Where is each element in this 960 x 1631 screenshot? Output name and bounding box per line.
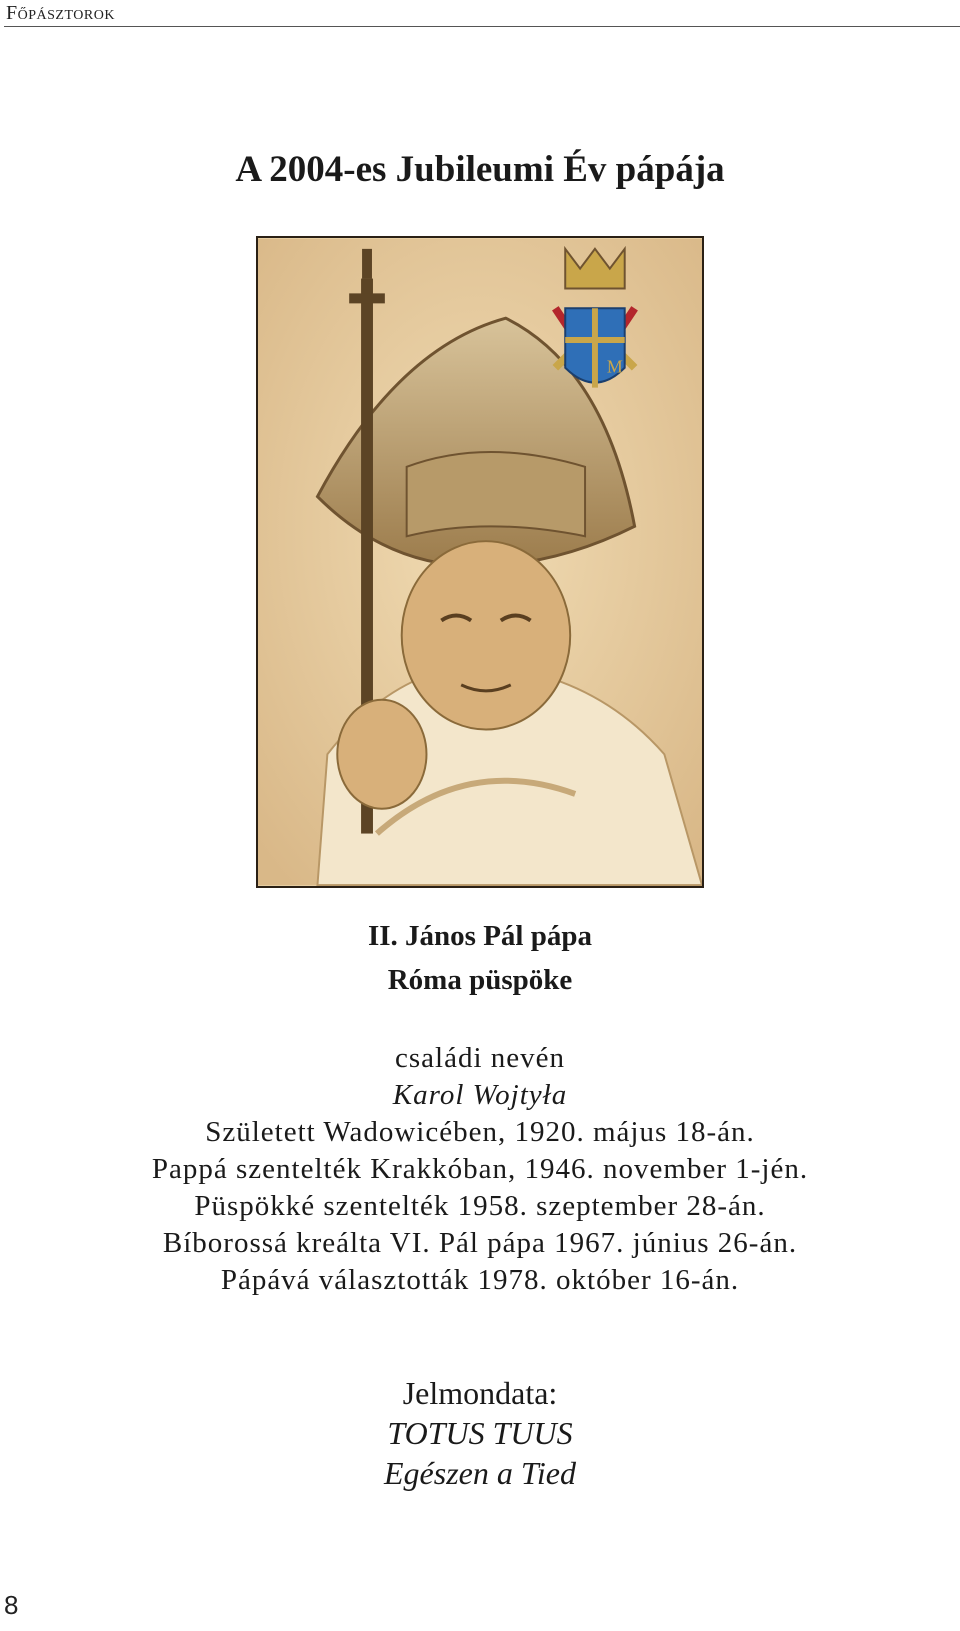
page-number: 8: [4, 1590, 19, 1620]
bio-fact: Bíborossá kreálta VI. Pál pápa 1967. június 26-án.: [162, 1227, 798, 1259]
motto-block: [0, 1373, 960, 1493]
papal-coat-of-arms: [555, 249, 634, 388]
page-title: A 2004-es Jubileumi Év pápája: [235, 149, 725, 190]
pope-portrait: [256, 236, 704, 888]
pope-name: II. János Pál pápa: [367, 920, 592, 952]
mitre-panel: [407, 452, 585, 536]
hand: [337, 700, 426, 809]
bio-fact: Püspökké szentelték 1958. szeptember 28-án.: [194, 1190, 766, 1222]
header-rule: [4, 26, 960, 27]
pope-title: Róma püspöke: [387, 964, 573, 996]
motto-translation: Egészen a Tied: [384, 1455, 576, 1491]
name-block: [0, 914, 960, 1002]
bio-fact: Pápává választották 1978. október 16-án.: [220, 1264, 740, 1296]
bio-fact: Született Wadowicében, 1920. május 18-án.: [205, 1116, 755, 1148]
biography: [0, 1040, 960, 1299]
face: [402, 541, 570, 729]
family-name: Karol Wojtyła: [392, 1079, 568, 1111]
motto-latin: TOTUS TUUS: [387, 1415, 573, 1451]
bio-fact: Pappá szentelték Krakkóban, 1946. november 1-jén.: [151, 1153, 809, 1185]
motto-label: Jelmondata:: [402, 1375, 558, 1411]
family-name-label: családi nevén: [394, 1042, 565, 1074]
svg-text:M: M: [606, 356, 623, 377]
running-header: Főpásztorok: [6, 2, 115, 24]
portrait-illustration: [258, 238, 702, 886]
